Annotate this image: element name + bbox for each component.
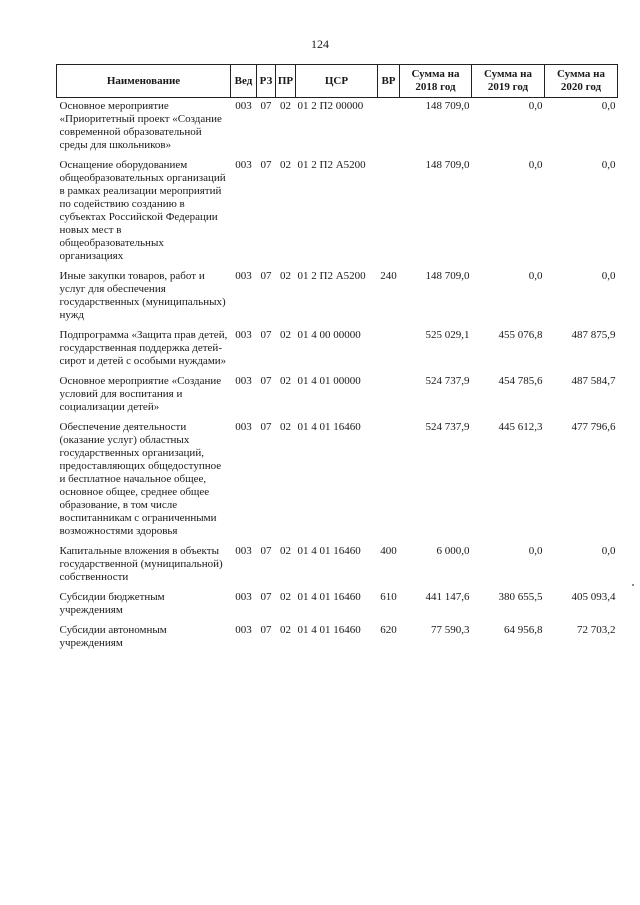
cell-sum-2019: 0,0 — [528, 100, 543, 112]
cell-ved: 003 — [235, 100, 252, 112]
cell-sum-2019: 454 785,6 — [498, 375, 543, 387]
cell-sum-2018: 148 709,0 — [425, 270, 470, 282]
cell-pr: 02 — [280, 329, 291, 341]
header-sum-2020: Сумма на 2020 год — [545, 65, 618, 98]
table-row — [57, 589, 618, 622]
cell-ved: 003 — [235, 421, 252, 433]
cell-pr: 02 — [280, 270, 291, 282]
cell-csr: 01 4 01 16460 — [297, 545, 361, 557]
cell-vr — [378, 157, 400, 268]
table-body — [57, 98, 618, 656]
cell-ved: 003 — [235, 624, 252, 636]
cell-rz: 07 — [260, 159, 272, 171]
header-sum-2018: Сумма на 2018 год — [400, 65, 472, 98]
cell-sum-2020: 0,0 — [601, 545, 616, 557]
table-row — [57, 543, 618, 589]
cell-sum-2020: 72 703,2 — [577, 624, 616, 636]
header-vr: ВР — [378, 65, 400, 98]
cell-sum-2020: 477 796,6 — [571, 421, 616, 433]
header-csr: ЦСР — [296, 65, 378, 98]
cell-pr: 02 — [280, 375, 291, 387]
table-row — [57, 98, 618, 158]
cell-pr: 02 — [280, 421, 291, 433]
cell-sum-2019: 455 076,8 — [498, 329, 543, 341]
cell-rz: 07 — [260, 270, 272, 282]
cell-rz: 07 — [260, 421, 272, 433]
cell-sum-2018: 441 147,6 — [425, 591, 470, 603]
cell-sum-2020: 0,0 — [601, 100, 616, 112]
cell-csr: 01 4 01 00000 — [297, 375, 361, 387]
cell-pr: 02 — [280, 100, 291, 112]
cell-sum-2019: 0,0 — [528, 545, 543, 557]
cell-sum-2019: 0,0 — [528, 270, 543, 282]
cell-sum-2019: 445 612,3 — [498, 421, 543, 433]
cell-pr: 02 — [280, 591, 291, 603]
cell-vr: 620 — [380, 624, 397, 636]
cell-sum-2018: 148 709,0 — [425, 159, 470, 171]
cell-name: Оснащение оборудованием общеобразовательных организаций в рамках реализации мероприятий по содействию созданию в субъектах Российской Федерации новых мест в общеобразовательных организациях — [59, 159, 226, 262]
cell-rz: 07 — [260, 545, 272, 557]
cell-sum-2020: 487 584,7 — [571, 375, 616, 387]
table-row — [57, 419, 618, 543]
cell-rz: 07 — [260, 591, 272, 603]
header-name: Наименование — [57, 65, 231, 98]
cell-csr: 01 4 00 00000 — [297, 329, 361, 341]
budget-table — [56, 64, 618, 655]
cell-sum-2018: 524 737,9 — [425, 421, 470, 433]
cell-sum-2018: 148 709,0 — [425, 100, 470, 112]
cell-csr: 01 2 П2 А5200 — [297, 270, 366, 282]
header-sum-2019: Сумма на 2019 год — [472, 65, 545, 98]
cell-name: Основное мероприятие «Приоритетный проект «Создание современной образовательной среды для школьников» — [59, 100, 222, 151]
cell-vr — [378, 373, 400, 419]
cell-pr: 02 — [280, 159, 291, 171]
cell-vr: 610 — [380, 591, 397, 603]
cell-sum-2019: 64 956,8 — [504, 624, 543, 636]
cell-sum-2018: 77 590,3 — [431, 624, 470, 636]
cell-name: Субсидии автономным учреждениям — [59, 624, 167, 649]
cell-csr: 01 2 П2 00000 — [297, 100, 364, 112]
cell-vr: 240 — [380, 270, 397, 282]
cell-name: Подпрограмма «Защита прав детей, государственная поддержка детей-сирот и детей с особыми нуждами» — [59, 329, 228, 367]
cell-vr — [378, 98, 400, 158]
cell-pr: 02 — [280, 545, 291, 557]
cell-vr: 400 — [380, 545, 397, 557]
cell-pr: 02 — [280, 624, 291, 636]
cell-name: Капитальные вложения в объекты государственной (муниципальной) собственности — [59, 545, 223, 583]
cell-sum-2018: 6 000,0 — [436, 545, 470, 557]
cell-name: Обеспечение деятельности (оказание услуг) областных государственных организаций, предоставляющих общедоступное и бесплатное начальное общее, основное общее, среднее общее образование, в том числе воспитанникам с ограниченными возможностями здоровья — [59, 421, 222, 537]
cell-sum-2018: 525 029,1 — [425, 329, 470, 341]
cell-rz: 07 — [260, 100, 272, 112]
cell-sum-2020: 0,0 — [601, 270, 616, 282]
cell-ved: 003 — [235, 375, 252, 387]
header-pr: ПР — [276, 65, 296, 98]
cell-ved: 003 — [235, 591, 252, 603]
cell-sum-2019: 380 655,5 — [498, 591, 543, 603]
cell-sum-2020: 405 093,4 — [571, 591, 616, 603]
cell-csr: 01 4 01 16460 — [297, 591, 361, 603]
table-row — [57, 373, 618, 419]
table-row — [57, 622, 618, 655]
cell-csr: 01 4 01 16460 — [297, 624, 361, 636]
cell-sum-2020: 487 875,9 — [571, 329, 616, 341]
cell-name: Субсидии бюджетным учреждениям — [59, 591, 165, 616]
page-number: 124 — [311, 37, 329, 51]
cell-sum-2020: 0,0 — [601, 159, 616, 171]
header-ved: Вед — [231, 65, 257, 98]
table-row — [57, 327, 618, 373]
cell-ved: 003 — [235, 159, 252, 171]
cell-sum-2019: 0,0 — [528, 159, 543, 171]
cell-name: Основное мероприятие «Создание условий для воспитания и социализации детей» — [59, 375, 222, 413]
cell-ved: 003 — [235, 270, 252, 282]
table-row — [57, 157, 618, 268]
cell-rz: 07 — [260, 624, 272, 636]
cell-csr: 01 2 П2 А5200 — [297, 159, 366, 171]
cell-rz: 07 — [260, 329, 272, 341]
cell-ved: 003 — [235, 329, 252, 341]
cell-vr — [378, 327, 400, 373]
table-row — [57, 268, 618, 327]
cell-ved: 003 — [235, 545, 252, 557]
header-rz: РЗ — [257, 65, 276, 98]
cell-name: Иные закупки товаров, работ и услуг для обеспечения государственных (муниципальных) нужд — [59, 270, 226, 321]
table-header — [57, 65, 618, 98]
cell-sum-2018: 524 737,9 — [425, 375, 470, 387]
cell-csr: 01 4 01 16460 — [297, 421, 361, 433]
cell-vr — [378, 419, 400, 543]
scan-speck — [632, 584, 634, 586]
cell-rz: 07 — [260, 375, 272, 387]
